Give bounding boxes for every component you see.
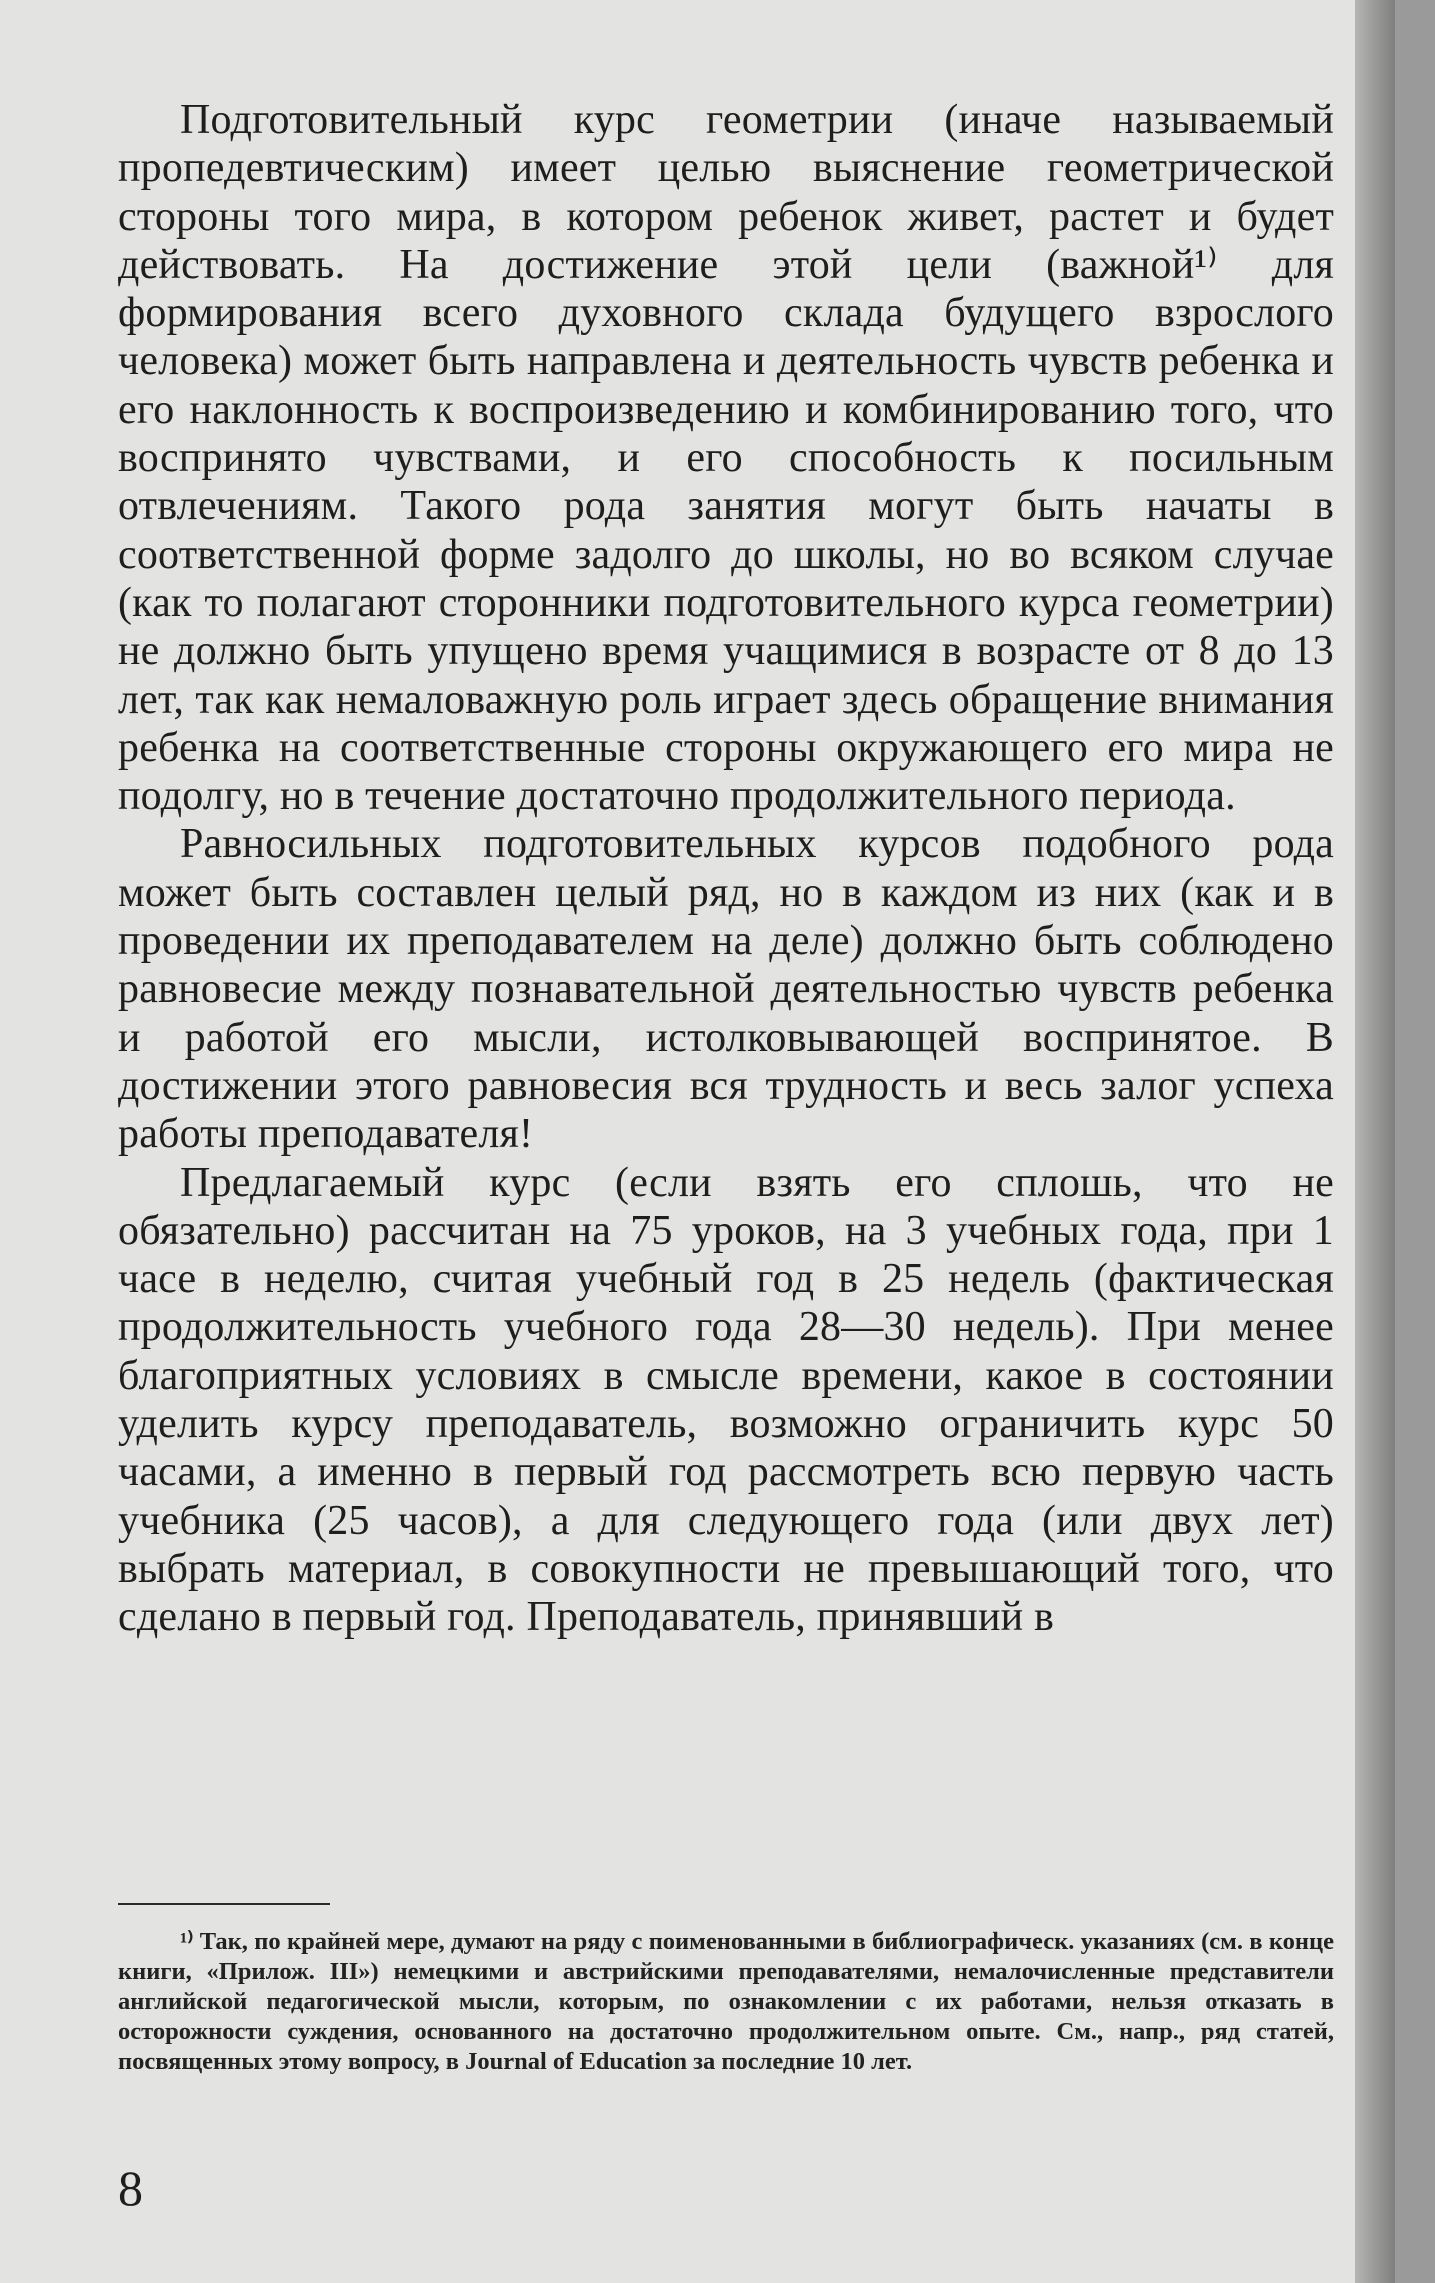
footnote-divider <box>118 1903 330 1905</box>
page-edge-shadow <box>1355 0 1395 2283</box>
paragraph-2: Равносильных подготовительных курсов подобного рода может быть составлен целый ряд, но в каждом из них (как и в проведении их преподавателем на деле) должно быть соблюдено равновесие между познавательной деятельностью чувств ребенка и работой его мысли, истолковывающей воспринятое. В достижении этого равновесия вся трудность и весь залог успеха работы преподавателя! <box>118 821 1334 1158</box>
main-text <box>118 96 1334 1642</box>
footnote: ¹⁾ Так, по крайней мере, думают на ряду с поименованными в библиографическ. указаниях (см. в конце книги, «Прилож. III») немецкими и австрийскими преподавателями, немалочисленные представители английской педагогической мысли, которым, по ознакомлении с их работами, нельзя отказать в осторожности суждения, основанного на достаточно продолжительном опыте. См., напр., ряд статей, посвященных этому вопросу, в Journal of Education за последние 10 лет. <box>118 1928 1334 2075</box>
paragraph-3: Предлагаемый курс (если взять его сплошь, что не обязательно) рассчитан на 75 уроков, на 3 учебных года, при 1 часе в неделю, считая учебный год в 25 недель (фактическая продолжительность учебного года 28—30 недель). При менее благоприятных условиях в смысле времени, какое в состоянии уделить курсу преподаватель, возможно ограничить курс 50 часами, а именно в первый год рассмотреть всю первую часть учебника (25 часов), а для следующего года (или двух лет) выбрать материал, в совокупности не превышающий того, что сделано в первый год. Преподаватель, принявший в <box>118 1159 1334 1641</box>
page-number: 8 <box>118 2160 143 2216</box>
paragraph-1: Подготовительный курс геометрии (иначе называемый пропедевтическим) имеет целью выяснение геометрической стороны того мира, в котором ребенок живет, растет и будет действовать. На достижение этой цели (важной¹⁾ для формирования всего духовного склада будущего взрослого человека) может быть направлена и деятельность чувств ребенка и его наклонность к воспроизведению и комбинированию того, что воспринято чувствами, и его способность к посильным отвлечениям. Такого рода занятия могут быть начаты в соответственной форме задолго до школы, но во всяком случае (как то полагают сторонники подготовительного курса геометрии) не должно быть упущено время учащимися в возрасте от 8 до 13 лет, так как немаловажную роль играет здесь обращение внимания ребенка на соответственные стороны окружающего его мира не подолгу, но в течение достаточно продолжительного периода. <box>118 97 1334 820</box>
